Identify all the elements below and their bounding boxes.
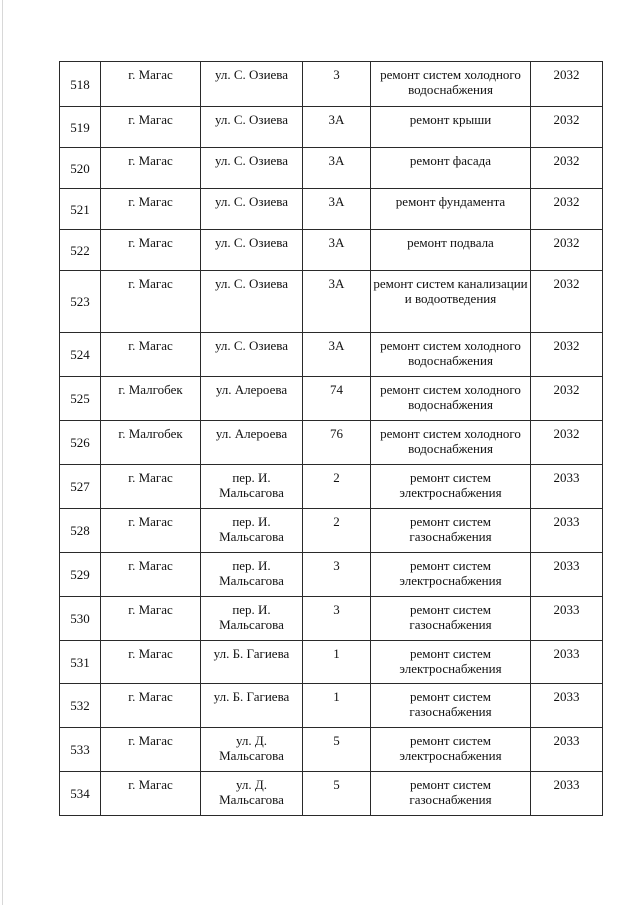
work-type-cell: ремонт систем холодного водоснабжения bbox=[371, 421, 531, 465]
city-cell: г. Магас bbox=[101, 772, 201, 816]
year-cell: 2033 bbox=[531, 553, 603, 597]
city-cell: г. Магас bbox=[101, 333, 201, 377]
year-cell: 2033 bbox=[531, 772, 603, 816]
table-row bbox=[60, 333, 603, 377]
house-cell: 1 bbox=[303, 684, 371, 728]
house-cell: 2 bbox=[303, 465, 371, 509]
city-cell: г. Магас bbox=[101, 553, 201, 597]
year-cell: 2032 bbox=[531, 377, 603, 421]
year-cell: 2032 bbox=[531, 148, 603, 189]
table-row bbox=[60, 597, 603, 641]
year-cell: 2033 bbox=[531, 641, 603, 684]
table-row bbox=[60, 509, 603, 553]
year-cell: 2032 bbox=[531, 333, 603, 377]
year-cell: 2033 bbox=[531, 597, 603, 641]
house-cell: 3 bbox=[303, 62, 371, 107]
city-cell: г. Магас bbox=[101, 509, 201, 553]
work-type-cell: ремонт систем электроснабжения bbox=[371, 553, 531, 597]
row-number: 528 bbox=[60, 509, 101, 553]
house-cell: 74 bbox=[303, 377, 371, 421]
row-number: 524 bbox=[60, 333, 101, 377]
year-cell: 2032 bbox=[531, 421, 603, 465]
house-cell: 3А bbox=[303, 230, 371, 271]
row-number: 526 bbox=[60, 421, 101, 465]
row-number: 531 bbox=[60, 641, 101, 684]
street-cell: ул. Алероева bbox=[201, 421, 303, 465]
house-cell: 3 bbox=[303, 553, 371, 597]
row-number: 534 bbox=[60, 772, 101, 816]
year-cell: 2032 bbox=[531, 230, 603, 271]
year-cell: 2032 bbox=[531, 271, 603, 333]
city-cell: г. Магас bbox=[101, 684, 201, 728]
row-number: 519 bbox=[60, 107, 101, 148]
street-cell: ул. Б. Гагиева bbox=[201, 641, 303, 684]
row-number: 525 bbox=[60, 377, 101, 421]
house-cell: 3А bbox=[303, 271, 371, 333]
year-cell: 2032 bbox=[531, 189, 603, 230]
work-type-cell: ремонт систем холодного водоснабжения bbox=[371, 333, 531, 377]
house-cell: 1 bbox=[303, 641, 371, 684]
row-number: 529 bbox=[60, 553, 101, 597]
city-cell: г. Малгобек bbox=[101, 377, 201, 421]
year-cell: 2033 bbox=[531, 684, 603, 728]
row-number: 532 bbox=[60, 684, 101, 728]
street-cell: пер. И. Мальсагова bbox=[201, 509, 303, 553]
street-cell: ул. С. Озиева bbox=[201, 189, 303, 230]
city-cell: г. Магас bbox=[101, 107, 201, 148]
street-cell: пер. И. Мальсагова bbox=[201, 553, 303, 597]
year-cell: 2032 bbox=[531, 107, 603, 148]
row-number: 518 bbox=[60, 62, 101, 107]
repair-schedule-table bbox=[59, 61, 603, 816]
work-type-cell: ремонт систем электроснабжения bbox=[371, 641, 531, 684]
work-type-cell: ремонт систем электроснабжения bbox=[371, 465, 531, 509]
city-cell: г. Магас bbox=[101, 597, 201, 641]
row-number: 530 bbox=[60, 597, 101, 641]
table-row bbox=[60, 148, 603, 189]
city-cell: г. Малгобек bbox=[101, 421, 201, 465]
city-cell: г. Магас bbox=[101, 728, 201, 772]
table-row bbox=[60, 107, 603, 148]
work-type-cell: ремонт систем канализации и водоотведения bbox=[371, 271, 531, 333]
table-row bbox=[60, 772, 603, 816]
scan-edge bbox=[2, 0, 3, 905]
city-cell: г. Магас bbox=[101, 148, 201, 189]
city-cell: г. Магас bbox=[101, 189, 201, 230]
city-cell: г. Магас bbox=[101, 271, 201, 333]
row-number: 527 bbox=[60, 465, 101, 509]
work-type-cell: ремонт систем газоснабжения bbox=[371, 509, 531, 553]
street-cell: ул. С. Озиева bbox=[201, 230, 303, 271]
row-number: 520 bbox=[60, 148, 101, 189]
street-cell: ул. Алероева bbox=[201, 377, 303, 421]
table-row bbox=[60, 553, 603, 597]
house-cell: 5 bbox=[303, 772, 371, 816]
work-type-cell: ремонт систем холодного водоснабжения bbox=[371, 377, 531, 421]
city-cell: г. Магас bbox=[101, 62, 201, 107]
work-type-cell: ремонт систем газоснабжения bbox=[371, 772, 531, 816]
street-cell: ул. С. Озиева bbox=[201, 62, 303, 107]
work-type-cell: ремонт фундамента bbox=[371, 189, 531, 230]
table-row bbox=[60, 728, 603, 772]
year-cell: 2033 bbox=[531, 728, 603, 772]
street-cell: ул. Б. Гагиева bbox=[201, 684, 303, 728]
row-number: 522 bbox=[60, 230, 101, 271]
work-type-cell: ремонт подвала bbox=[371, 230, 531, 271]
street-cell: пер. И. Мальсагова bbox=[201, 465, 303, 509]
table-row bbox=[60, 377, 603, 421]
house-cell: 2 bbox=[303, 509, 371, 553]
street-cell: ул. С. Озиева bbox=[201, 333, 303, 377]
table-row bbox=[60, 230, 603, 271]
work-type-cell: ремонт фасада bbox=[371, 148, 531, 189]
table-row bbox=[60, 62, 603, 107]
street-cell: пер. И. Мальсагова bbox=[201, 597, 303, 641]
work-type-cell: ремонт систем газоснабжения bbox=[371, 597, 531, 641]
street-cell: ул. С. Озиева bbox=[201, 148, 303, 189]
city-cell: г. Магас bbox=[101, 230, 201, 271]
table-row bbox=[60, 189, 603, 230]
house-cell: 3А bbox=[303, 189, 371, 230]
table-body bbox=[60, 62, 603, 816]
row-number: 521 bbox=[60, 189, 101, 230]
street-cell: ул. Д. Мальсагова bbox=[201, 772, 303, 816]
year-cell: 2032 bbox=[531, 62, 603, 107]
work-type-cell: ремонт систем холодного водоснабжения bbox=[371, 62, 531, 107]
table-row bbox=[60, 641, 603, 684]
house-cell: 5 bbox=[303, 728, 371, 772]
street-cell: ул. Д. Мальсагова bbox=[201, 728, 303, 772]
house-cell: 3А bbox=[303, 148, 371, 189]
house-cell: 3А bbox=[303, 333, 371, 377]
year-cell: 2033 bbox=[531, 465, 603, 509]
table-row bbox=[60, 684, 603, 728]
table-row bbox=[60, 271, 603, 333]
table-row bbox=[60, 465, 603, 509]
row-number: 523 bbox=[60, 271, 101, 333]
house-cell: 3 bbox=[303, 597, 371, 641]
work-type-cell: ремонт систем электроснабжения bbox=[371, 728, 531, 772]
table-row bbox=[60, 421, 603, 465]
city-cell: г. Магас bbox=[101, 641, 201, 684]
work-type-cell: ремонт крыши bbox=[371, 107, 531, 148]
house-cell: 76 bbox=[303, 421, 371, 465]
house-cell: 3А bbox=[303, 107, 371, 148]
street-cell: ул. С. Озиева bbox=[201, 107, 303, 148]
year-cell: 2033 bbox=[531, 509, 603, 553]
work-type-cell: ремонт систем газоснабжения bbox=[371, 684, 531, 728]
street-cell: ул. С. Озиева bbox=[201, 271, 303, 333]
row-number: 533 bbox=[60, 728, 101, 772]
city-cell: г. Магас bbox=[101, 465, 201, 509]
